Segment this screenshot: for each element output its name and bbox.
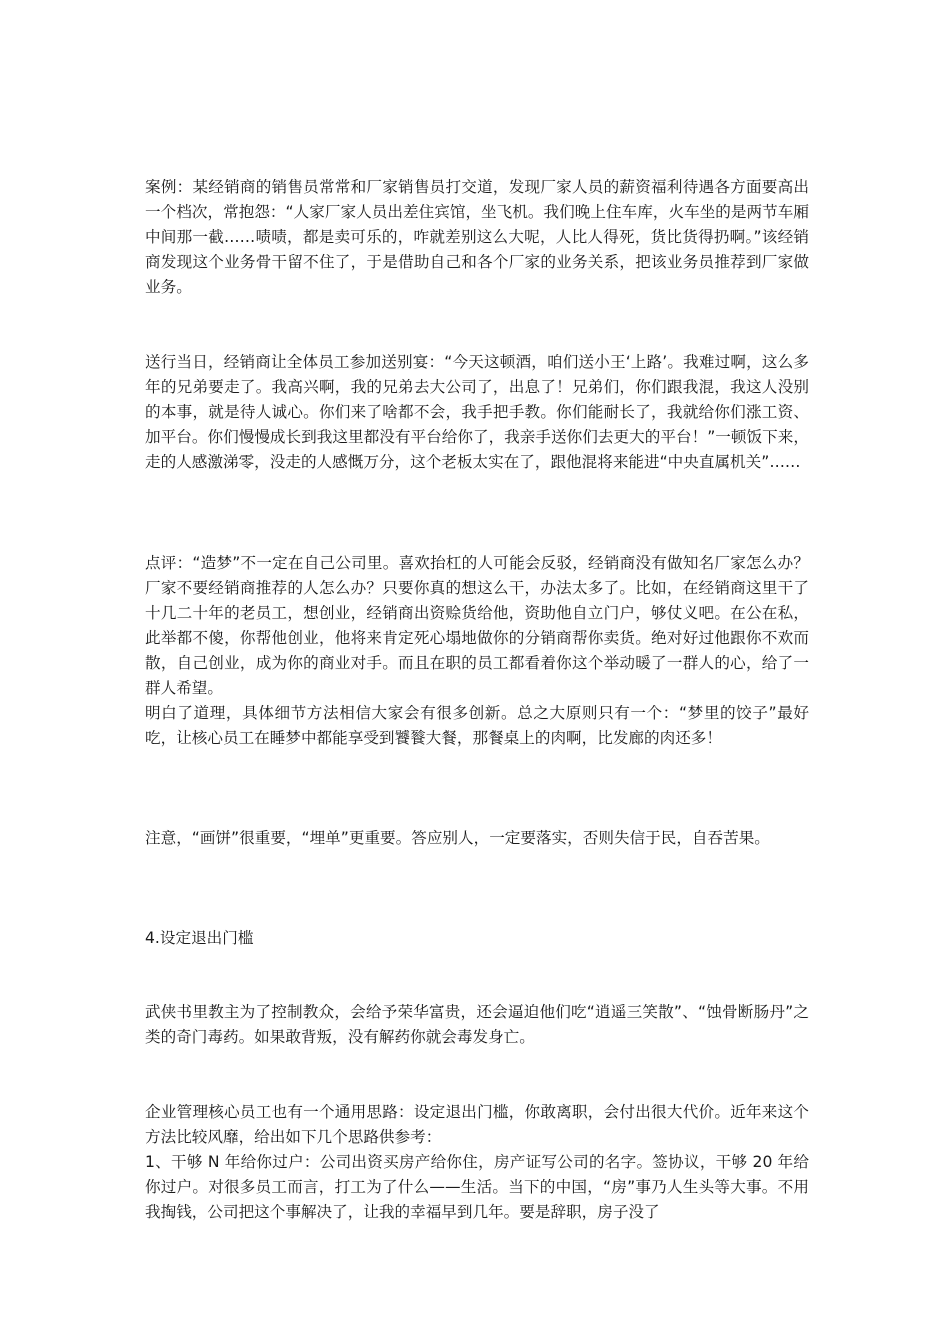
paragraph-item-1: 1、干够 N 年给你过户：公司出资买房产给你住，房产证写公司的名字。签协议，干够 20 年给你过户。对很多员工而言，打工为了什么——生活。当下的中国，“房”事乃人生头等大事。不用我掏钱，公司把这个事解决了，让我的幸福早到几年。要是辞职，房子没了 <box>145 1153 809 1221</box>
paragraph-case-example: 案例：某经销商的销售员常常和厂家销售员打交道，发现厂家人员的薪资福利待遇各方面要高出一个档次，常抱怨：“人家厂家人员出差住宾馆，坐飞机。我们晚上住车库，火车坐的是两节车厢中间那一截……啧啧，都是卖可乐的，咋就差别这么大呢，人比人得死，货比货得扔啊。”该经销商发现这个业务骨干留不住了，于是借助自己和各个厂家的业务关系，把该业务员推荐到厂家做业务。 <box>145 178 809 296</box>
paragraph-exit-threshold: 企业管理核心员工也有一个通用思路：设定退出门槛，你敢离职，会付出很大代价。近年来这个方法比较风靡，给出如下几个思路供参考： <box>145 1103 809 1146</box>
paragraph-martial-arts: 武侠书里教主为了控制教众，会给予荣华富贵，还会逼迫他们吃“逍遥三笑散”、“蚀骨断肠丹”之类的奇门毒药。如果敢背叛，没有解药你就会毒发身亡。 <box>145 1003 809 1046</box>
paragraph-commentary: 点评：“造梦”不一定在自己公司里。喜欢抬杠的人可能会反驳，经销商没有做知名厂家怎么办？厂家不要经销商推荐的人怎么办？只要你真的想这么干，办法太多了。比如，在经销商这里干了十几二十年的老员工，想创业，经销商出资赊货给他，资助他自立门户，够仗义吧。在公在私，此举都不傻，你帮他创业，他将来肯定死心塌地做你的分销商帮你卖货。绝对好过他跟你不欢而散，自己创业，成为你的商业对手。而且在职的员工都看着你这个举动暖了一群人的心，给了一群人希望。 <box>145 554 809 697</box>
paragraph-note: 注意，“画饼”很重要，“埋单”更重要。答应别人，一定要落实，否则失信于民，自吞苦果。 <box>145 829 770 847</box>
paragraph-principle: 明白了道理，具体细节方法相信大家会有很多创新。总之大原则只有一个：“梦里的饺子”最好吃，让核心员工在睡梦中都能享受到饕餮大餐，那餐桌上的肉啊，比发廊的肉还多！ <box>145 704 809 747</box>
paragraph-farewell-banquet: 送行当日，经销商让全体员工参加送别宴：“今天这顿酒，咱们送小王‘上路’。我难过啊，这么多年的兄弟要走了。我高兴啊，我的兄弟去大公司了，出息了！兄弟们，你们跟我混，我这人没别的本事，就是待人诚心。你们来了啥都不会，我手把手教。你们能耐长了，我就给你们涨工资、加平台。你们慢慢成长到我这里都没有平台给你了，我亲手送你们去更大的平台！”一顿饭下来，走的人感激涕零，没走的人感慨万分，这个老板太实在了，跟他混将来能进“中央直属机关”…… <box>145 353 809 471</box>
section-heading: 4.设定退出门槛 <box>145 929 254 947</box>
